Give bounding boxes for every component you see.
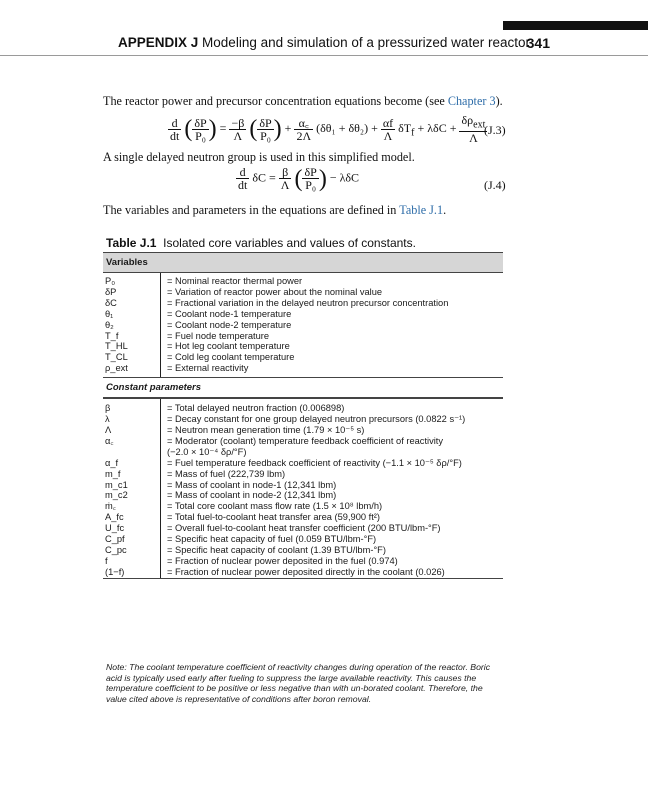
symbol-cell: T_f bbox=[105, 330, 119, 341]
table-row bbox=[103, 469, 503, 480]
eq1-P0: P₀ bbox=[195, 128, 206, 143]
table-row bbox=[103, 545, 503, 556]
symbol-cell: θ₂ bbox=[105, 319, 114, 330]
appendix-title: Modeling and simulation of a pressurized water reactor bbox=[202, 35, 530, 50]
eq1-alphac: α꜀ bbox=[294, 117, 313, 130]
definition-cell: = Fuel node temperature bbox=[167, 330, 270, 341]
table-row bbox=[103, 309, 503, 320]
definition-cell: = Total delayed neutron fraction (0.006898) bbox=[167, 403, 345, 414]
table-note: Note: The coolant temperature coefficient of reactivity changes during operation of the reactor. Boric acid is typically used early after fueling to suppress the large available reactivity. This causes the temperature coefficient to be positive or less negative than with un-borated coolant. Therefore, the value cited above is representative of conditions after boron removal. bbox=[106, 662, 491, 705]
definition-cell: = Mass of coolant in node-2 (12,341 lbm) bbox=[167, 490, 337, 501]
definition-cell: = Fuel temperature feedback coefficient of reactivity (−1.1 × 10⁻⁵ δρ/°F) bbox=[167, 457, 462, 468]
eq2-deriv bbox=[236, 166, 249, 191]
eq1-ratio1 bbox=[192, 117, 208, 142]
delayed-paragraph: A single delayed neutron group is used in this simplified model. bbox=[103, 150, 415, 164]
eq1-Lambda: Λ bbox=[233, 128, 243, 143]
symbol-cell: m_c2 bbox=[105, 490, 128, 501]
defined-end: . bbox=[443, 203, 447, 217]
eq2-tail: − λδC bbox=[329, 170, 360, 185]
equation-number-j4: (J.4) bbox=[484, 178, 506, 192]
eq2-dt: dt bbox=[238, 178, 248, 192]
eq2-d: d bbox=[236, 166, 249, 179]
eq1-alpha-c bbox=[294, 117, 313, 142]
definition-cell: = Total core coolant mass flow rate (1.5 × 10⁸ lbm/h) bbox=[167, 501, 383, 512]
eq2-P0: P₀ bbox=[305, 178, 317, 192]
variables-rows bbox=[103, 273, 503, 377]
definition-cell: = Fraction of nuclear power deposited in the fuel (0.974) bbox=[167, 555, 398, 566]
symbol-cell: Λ bbox=[105, 424, 112, 435]
appendix-label: APPENDIX J bbox=[118, 35, 199, 50]
eq1-d: d bbox=[168, 117, 181, 130]
definition-cell: = Overall fuel-to-coolant heat transfer coefficient (200 BTU/lbm-°F) bbox=[167, 523, 441, 534]
table-row bbox=[103, 298, 503, 309]
eq1-alphaf: αf bbox=[382, 115, 394, 130]
symbol-cell: m_f bbox=[105, 468, 121, 479]
definition-cell: = Cold leg coolant temperature bbox=[167, 352, 295, 363]
symbol-cell: C_pc bbox=[105, 544, 127, 555]
table-row bbox=[103, 403, 503, 414]
definition-cell: = External reactivity bbox=[167, 363, 249, 374]
table-row bbox=[103, 414, 503, 425]
definition-cell: = Decay constant for one group delayed neutron precursors (0.0822 s⁻¹) bbox=[167, 414, 466, 425]
symbol-cell: (1−f) bbox=[105, 566, 125, 577]
equation-j4: $\frac{d}{dt}$ δC = $\frac{\beta}{\Lambda}$ ( $\frac{\delta P}{\text{P₀}}$ ) − λδC bbox=[238, 165, 360, 192]
running-header bbox=[118, 35, 550, 55]
table-row bbox=[103, 556, 503, 567]
eq1-deriv bbox=[168, 117, 181, 142]
symbol-cell: C_pf bbox=[105, 534, 125, 545]
eq2-Lambda: Λ bbox=[280, 178, 290, 192]
table-caption: Isolated core variables and values of constants. bbox=[163, 236, 416, 250]
table-row bbox=[103, 567, 503, 578]
eq1-ratio2 bbox=[257, 117, 273, 142]
table-row bbox=[103, 490, 503, 501]
eq1-dTf: δT bbox=[398, 120, 412, 135]
definition-cell: = Coolant node-2 temperature bbox=[167, 319, 292, 330]
table-row bbox=[103, 331, 503, 342]
definition-cell: = Mass of fuel (222,739 lbm) bbox=[167, 468, 286, 479]
symbol-cell: δP bbox=[105, 286, 117, 297]
eq1-Lambda3: Λ bbox=[469, 131, 478, 146]
intro-end: ). bbox=[495, 94, 503, 108]
definition-cell: (−2.0 × 10⁻⁴ δρ/°F) bbox=[167, 446, 247, 457]
table-row bbox=[103, 425, 503, 436]
eq2-ratio bbox=[302, 166, 318, 191]
symbol-cell: α_f bbox=[105, 457, 119, 468]
symbol-cell: α꜀ bbox=[105, 435, 114, 446]
symbol-cell: T_CL bbox=[105, 352, 128, 363]
equation-j3: $\frac{d}{dt}$ ( $\frac{\delta P}{\text{P₀}}$ ) = $\frac{-\beta}{\Lambda}$ ( $\frac{\delta P}{\text{P₀}}$ ) + $\frac{\alpha꜀}{2\Lambda}$ (δθ₁ + δθ₂) + $\frac{\alpha f}{\Lambda}$ $\delta T_f + \lambda\delta C$ + $\frac{\delta\rho_{ext}}{\Lambda}$ bbox=[170, 113, 486, 146]
table-row bbox=[103, 534, 503, 545]
eq1-negbeta: −β bbox=[231, 115, 245, 130]
eq1-2Lambda: 2Λ bbox=[296, 128, 312, 143]
definition-cell: = Variation of reactor power about the nominal value bbox=[167, 286, 383, 297]
symbol-cell: ṁ꜀ bbox=[105, 501, 116, 512]
definition-cell: = Nominal reactor thermal power bbox=[167, 276, 303, 286]
variables-header: Variables bbox=[103, 252, 503, 273]
table-link[interactable]: Table J.1 bbox=[399, 203, 444, 217]
header-rule bbox=[0, 55, 648, 56]
symbol-cell: T_HL bbox=[105, 341, 128, 352]
definition-cell: = Specific heat capacity of fuel (0.059 BTU/lbm-°F) bbox=[167, 534, 377, 545]
intro-text: The reactor power and precursor concentration equations become (see bbox=[103, 94, 448, 108]
constants-header: Constant parameters bbox=[103, 377, 503, 398]
table-j1 bbox=[103, 252, 503, 579]
eq2-beta: β bbox=[279, 166, 292, 179]
symbol-cell: A_fc bbox=[105, 512, 124, 523]
table-row bbox=[103, 352, 503, 363]
symbol-cell: β bbox=[105, 403, 111, 414]
equation-number-j3: (J.3) bbox=[484, 123, 506, 137]
eq2-lhs: δC = bbox=[252, 170, 276, 185]
definition-cell: = Moderator (coolant) temperature feedback coefficient of reactivity bbox=[167, 435, 444, 446]
eq1-drho: δρ bbox=[461, 113, 474, 127]
definition-cell: = Fractional variation in the delayed neutron precursor concentration bbox=[167, 297, 449, 308]
table-row bbox=[103, 436, 503, 447]
definition-cell: = Total fuel-to-coolant heat transfer area (59,900 ft²) bbox=[167, 512, 381, 523]
constants-rows bbox=[103, 398, 503, 579]
eq1-dP2: δP bbox=[259, 115, 272, 130]
symbol-cell: θ₁ bbox=[105, 308, 114, 319]
table-row bbox=[103, 512, 503, 523]
eq1-beta-frac bbox=[229, 117, 246, 142]
table-row bbox=[103, 276, 503, 287]
symbol-cell: f bbox=[105, 555, 108, 566]
definition-cell: = Fraction of nuclear power deposited directly in the coolant (0.026) bbox=[167, 566, 445, 577]
table-title bbox=[106, 236, 416, 250]
defined-text: The variables and parameters in the equations are defined in bbox=[103, 203, 400, 217]
eq1-theta: (δθ₁ + δθ₂) + bbox=[316, 120, 378, 135]
table-row bbox=[103, 523, 503, 534]
eq2-beta-frac bbox=[279, 166, 292, 191]
table-row bbox=[103, 501, 503, 512]
table-row bbox=[103, 480, 503, 491]
definition-cell: = Mass of coolant in node-1 (12,341 lbm) bbox=[167, 479, 337, 490]
symbol-cell: δC bbox=[105, 297, 117, 308]
table-row bbox=[103, 341, 503, 352]
table-label: Table J.1 bbox=[106, 236, 157, 250]
symbol-cell: P₀ bbox=[105, 276, 116, 286]
table-row bbox=[103, 320, 503, 331]
eq1-dTf-sub: f bbox=[411, 127, 415, 139]
table-row bbox=[103, 447, 503, 458]
intro-paragraph bbox=[103, 94, 503, 109]
definition-cell: = Hot leg coolant temperature bbox=[167, 341, 290, 352]
eq1-dt: dt bbox=[170, 128, 180, 143]
defined-paragraph bbox=[103, 203, 446, 218]
eq1-Lambda2: Λ bbox=[383, 128, 393, 143]
definition-cell: = Coolant node-1 temperature bbox=[167, 308, 292, 319]
eq1-rho-sub: ext bbox=[473, 119, 486, 131]
column-divider bbox=[160, 273, 161, 377]
symbol-cell: U_fc bbox=[105, 523, 125, 534]
eq1-alpha-f bbox=[381, 117, 395, 142]
eq1-dP: δP bbox=[194, 115, 207, 130]
symbol-cell bbox=[103, 447, 160, 458]
eq1-lambda-dC: + λδC + bbox=[417, 120, 457, 135]
eq1-plus: + bbox=[284, 120, 292, 135]
symbol-cell: m_c1 bbox=[105, 479, 128, 490]
eq2-dP: δP bbox=[304, 165, 317, 179]
table-row bbox=[103, 363, 503, 374]
definition-cell: = Neutron mean generation time (1.79 × 10⁻⁵ s) bbox=[167, 424, 365, 435]
symbol-cell: ρ_ext bbox=[105, 363, 128, 374]
eq1-P02: P₀ bbox=[260, 128, 271, 143]
symbol-cell: λ bbox=[105, 414, 110, 425]
chapter-link[interactable]: Chapter 3 bbox=[447, 94, 496, 108]
page-number: 341 bbox=[526, 35, 550, 51]
definition-cell: = Specific heat capacity of coolant (1.39 BTU/lbm-°F) bbox=[167, 544, 386, 555]
top-bar-decoration bbox=[503, 21, 648, 30]
table-row bbox=[103, 287, 503, 298]
column-divider bbox=[160, 399, 161, 578]
table-row bbox=[103, 458, 503, 469]
